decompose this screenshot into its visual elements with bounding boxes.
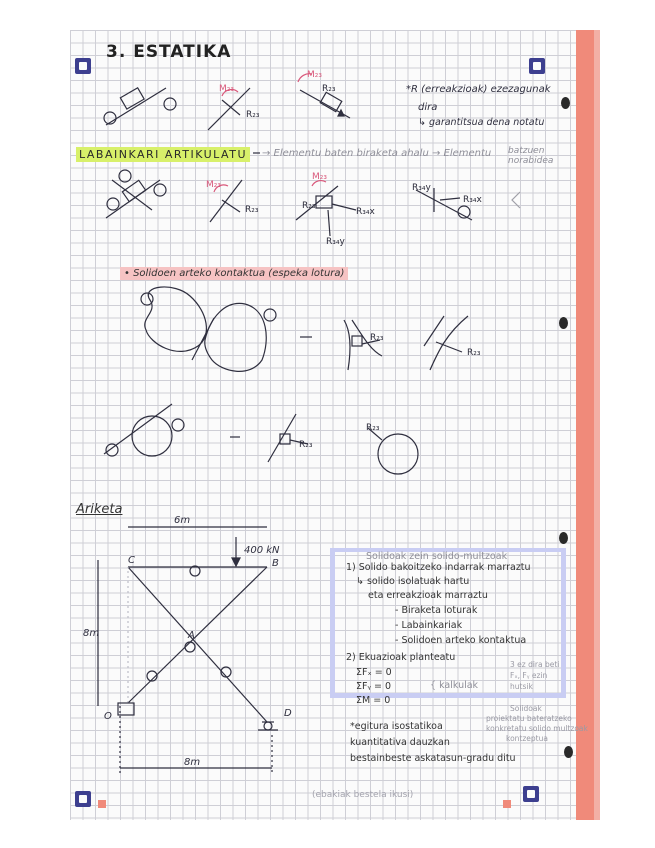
contact-label: • Solidoen arteko kontaktua (espeka lotura) — [120, 267, 348, 280]
reaction-diagram-3 — [298, 74, 350, 118]
node-d-label: D — [284, 708, 292, 719]
contact-detail-2 — [424, 316, 468, 370]
steps-heading: Solidoak zein solido-multzoak — [366, 551, 508, 562]
node-a-label: A — [188, 630, 195, 641]
contact-blobs — [141, 287, 312, 371]
reaction-label: R₂₃ — [322, 84, 336, 94]
note-line-3: ↳ garantitsua dena notatu — [418, 117, 545, 128]
side-note: proiektatu bateratzeko — [486, 714, 572, 723]
reaction-label: R₃₄x — [356, 207, 375, 217]
slider-diagram-2 — [106, 170, 166, 218]
reaction-label: R₂₃ — [370, 333, 384, 343]
reaction-diagram-5 — [296, 181, 356, 236]
page-title: 3. ESTATIKA — [106, 42, 232, 62]
reaction-label: R₃₄y — [412, 183, 431, 193]
side-note: Fₓ, Fᵧ ezin — [510, 671, 548, 680]
side-note: Solidoak — [510, 704, 542, 713]
isostatic-note-3: bestainbeste askatasun-gradu ditu — [350, 753, 516, 764]
moment-label: M₂₃ — [312, 172, 327, 182]
dimension-bottom: 8m — [184, 757, 201, 768]
reaction-label: R₂₃ — [366, 423, 380, 433]
reaction-label: R₃₄x — [463, 195, 482, 205]
equation-2: ΣFᵧ = 0 — [356, 681, 392, 692]
dimension-side: 8m — [83, 628, 100, 639]
reaction-diagram-2 — [208, 88, 250, 130]
node-b-label: B — [272, 558, 279, 569]
section-label: LABAINKARI ARTIKULATU — [76, 147, 250, 162]
equation-1: ΣFₓ = 0 — [356, 667, 392, 678]
note-line-2: dira — [418, 102, 438, 113]
equation-3: ΣM = 0 — [356, 695, 391, 706]
bottom-note: (ebakiak bestela ikusi) — [312, 790, 414, 800]
equations-brace: { kalkulak — [430, 680, 479, 691]
step-1a: ↳ solido isolatuak hartu — [356, 576, 470, 587]
slider-diagram-1 — [104, 88, 176, 125]
reaction-label: R₂₃ — [467, 348, 481, 358]
reaction-label: R₂₃ — [246, 110, 260, 120]
node-c-label: C — [128, 555, 135, 566]
step-2: 2) Ekuazioak planteatu — [346, 652, 456, 663]
section-note: → Elementu baten biraketa ahalu → Elementu — [262, 148, 492, 159]
truss-diagram — [98, 527, 278, 775]
load-label: 400 kN — [244, 545, 280, 556]
reaction-label: R₂₃ — [299, 440, 313, 450]
isostatic-note-1: *egitura isostatikoa — [350, 721, 443, 732]
dimension-top: 6m — [174, 515, 191, 526]
step-1c: - Biraketa loturak — [395, 605, 478, 616]
reaction-label: R₂₃ — [245, 205, 259, 215]
side-note: hutsik — [510, 682, 533, 691]
exercise-label: Ariketa — [76, 502, 123, 517]
step-1d: - Labainkariak — [395, 620, 463, 631]
step-1: 1) Solido bakoitzeko indarrak marraztu — [346, 562, 531, 573]
note-line-1: *R (erreakzioak) ezezagunak — [406, 84, 551, 95]
reaction-label: R₂₃ — [302, 201, 316, 211]
contact-detail-1 — [344, 320, 382, 370]
moment-label: M₂₃ — [219, 84, 234, 94]
side-note: konkretatu solido multzoak — [486, 724, 588, 733]
section-note-2: batzuen norabidea — [508, 146, 554, 166]
moment-label: M₂₃ — [206, 180, 221, 190]
reaction-diagram-4 — [210, 180, 242, 222]
moment-label: M₂₃ — [307, 70, 322, 80]
step-1b: eta erreakzioak marraztu — [368, 590, 488, 601]
step-1e: - Solidoen arteko kontaktua — [395, 635, 527, 646]
circle-contact — [104, 404, 418, 474]
node-o-label: O — [104, 711, 112, 722]
reaction-diagram-6 — [416, 188, 472, 220]
isostatic-note-2: kuantitativa dauzkan — [350, 737, 450, 748]
side-note: kontzeptua — [506, 734, 548, 743]
side-note: 3 ez dira beti — [510, 660, 560, 669]
reaction-label: R₃₄y — [326, 237, 345, 247]
